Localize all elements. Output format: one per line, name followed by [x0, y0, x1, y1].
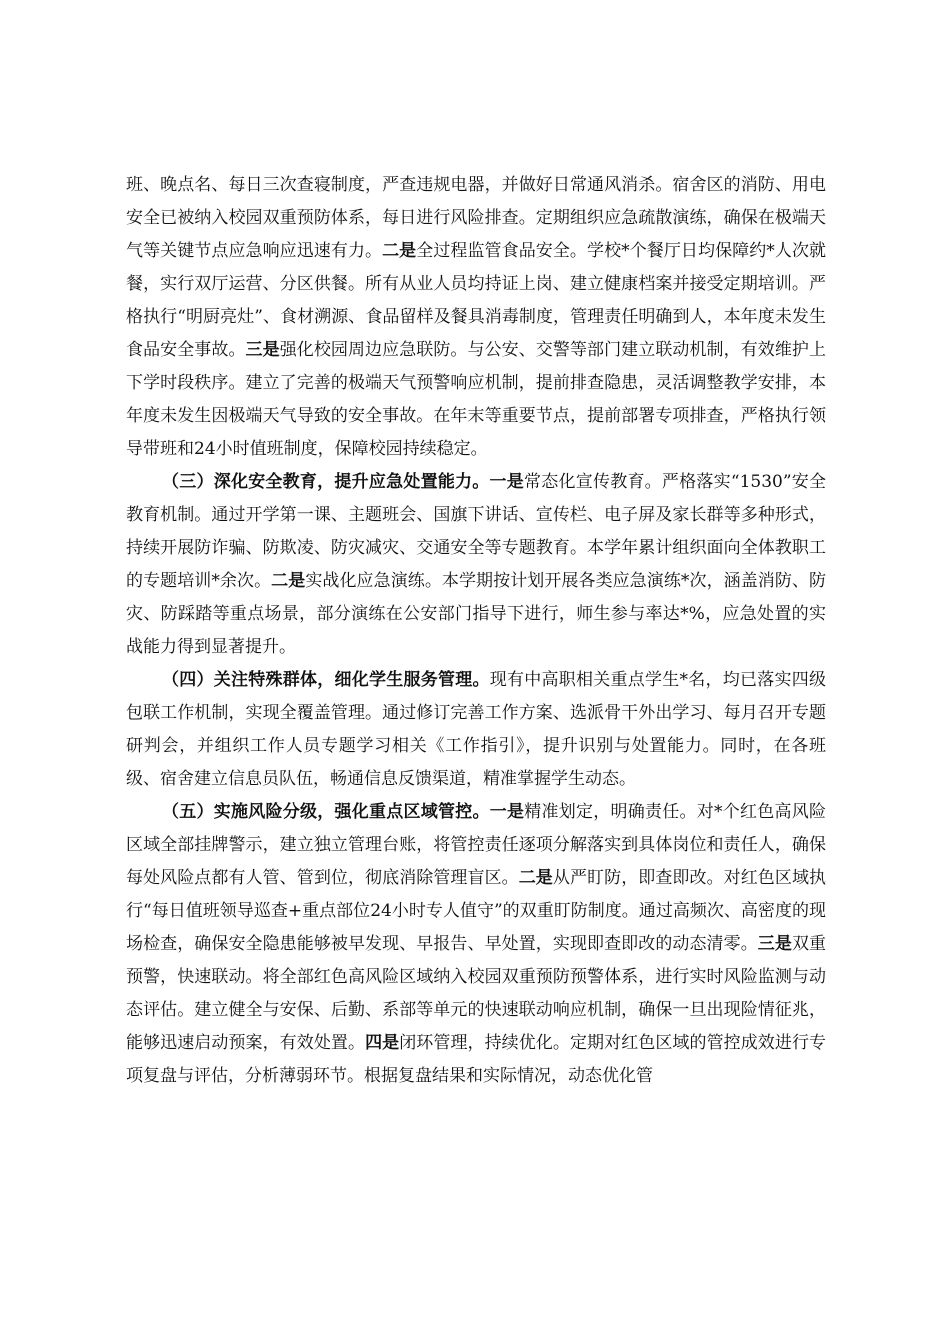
text-run: 实战化应急演练。本学期按计划开展各类应急演练*次，涵盖消防、防灾、防踩踏等重点场景，部分演练在公安部门指导下进行，师生参与率达*%，应急处置的实战能力得到显著提升。	[126, 571, 827, 657]
bold-text-run: （四）关注特殊群体，细化学生服务管理。	[162, 670, 490, 690]
bold-text-run: 一是	[489, 472, 525, 492]
text-run: 常态化宣传教育。严格落实“1530”安全教育机制。通过开学第一课、主题班会、国旗下讲话、宣传栏、电子屏及家长群等多种形式，持续开展防诈骗、防欺凌、防灾减灾、交通安全等专题教育。本学年累计组织面向全体教职工的专题培训*余次。	[126, 472, 826, 591]
bold-text-run: 三是	[757, 934, 792, 954]
bold-text-run: 二是	[271, 571, 306, 591]
text-run: 班、晚点名、每日三次查寝制度，严查违规电器，并做好日常通风消杀。宿舍区的消防、用电安全已被纳入校园双重预防体系，每日进行风险排查。定期组织应急疏散演练，确保在极端天气等关键节点应急响应迅速有力。	[126, 175, 826, 261]
bold-text-run: （三）深化安全教育，提升应急处置能力。	[162, 472, 490, 492]
bold-text-run: 一是	[489, 802, 525, 822]
bold-text-run: （五）实施风险分级，强化重点区域管控。	[162, 802, 490, 822]
bold-text-run: 四是	[365, 1033, 400, 1053]
paragraph	[126, 664, 826, 796]
text-run: 精准划定，明确责任。对*个红色高风险区域全部挂牌警示，建立独立管理台账，将管控责任逐项分解落实到具体岗位和责任人，确保每处风险点都有人管、管到位，彻底消除管理盲区。	[126, 802, 826, 888]
text-run: 闭环管理，持续优化。定期对红色区域的管控成效进行专项复盘与评估，分析薄弱环节。根据复盘结果和实际情况，动态优化管	[126, 1033, 827, 1086]
text-run: 强化校园周边应急联防。与公安、交警等部门建立联动机制，有效维护上下学时段秩序。建立了完善的极端天气预警响应机制，提前排查隐患，灵活调整教学安排，本年度未发生因极端天气导致的安全事故。在年末等重要节点，提前部署专项排查，严格执行领导带班和24小时值班制度，保障校园持续稳定。	[126, 340, 827, 459]
text-run: 现有中高职相关重点学生*名，均已落实四级包联工作机制，实现全覆盖管理。通过修订完善工作方案、选派骨干外出学习、每月召开专题研判会，并组织工作人员专题学习相关《工作指引》，提升识别与处置能力。同时，在各班级、宿舍建立信息员队伍，畅通信息反馈渠道，精准掌握学生动态。	[126, 670, 826, 789]
text-run: 全过程监管食品安全。学校*个餐厅日均保障约*人次就餐，实行双厅运营、分区供餐。所有从业人员均持证上岗、建立健康档案并接受定期培训。严格执行“明厨亮灶”、食材溯源、食品留样及餐具消毒制度，管理责任明确到人，本年度未发生食品安全事故。	[126, 241, 827, 360]
text-run: 从严盯防，即查即改。对红色区域执行“每日值班领导巡查+重点部位24小时专人值守”的双重盯防制度。通过高频次、高密度的现场检查，确保安全隐患能够被早发现、早报告、早处置，实现即查即改的动态清零。	[126, 868, 827, 954]
document-body	[126, 169, 826, 1093]
paragraph	[126, 169, 826, 466]
text-run: 双重预警，快速联动。将全部红色高风险区域纳入校园双重预防预警体系，进行实时风险监测与动态评估。建立健全与安保、后勤、系部等单元的快速联动响应机制，确保一旦出现险情征兆，能够迅速启动预案，有效处置。	[126, 934, 827, 1053]
bold-text-run: 二是	[382, 241, 417, 261]
bold-text-run: 三是	[245, 340, 280, 360]
paragraph	[126, 796, 826, 1093]
paragraph	[126, 466, 826, 664]
bold-text-run: 二是	[518, 868, 553, 888]
